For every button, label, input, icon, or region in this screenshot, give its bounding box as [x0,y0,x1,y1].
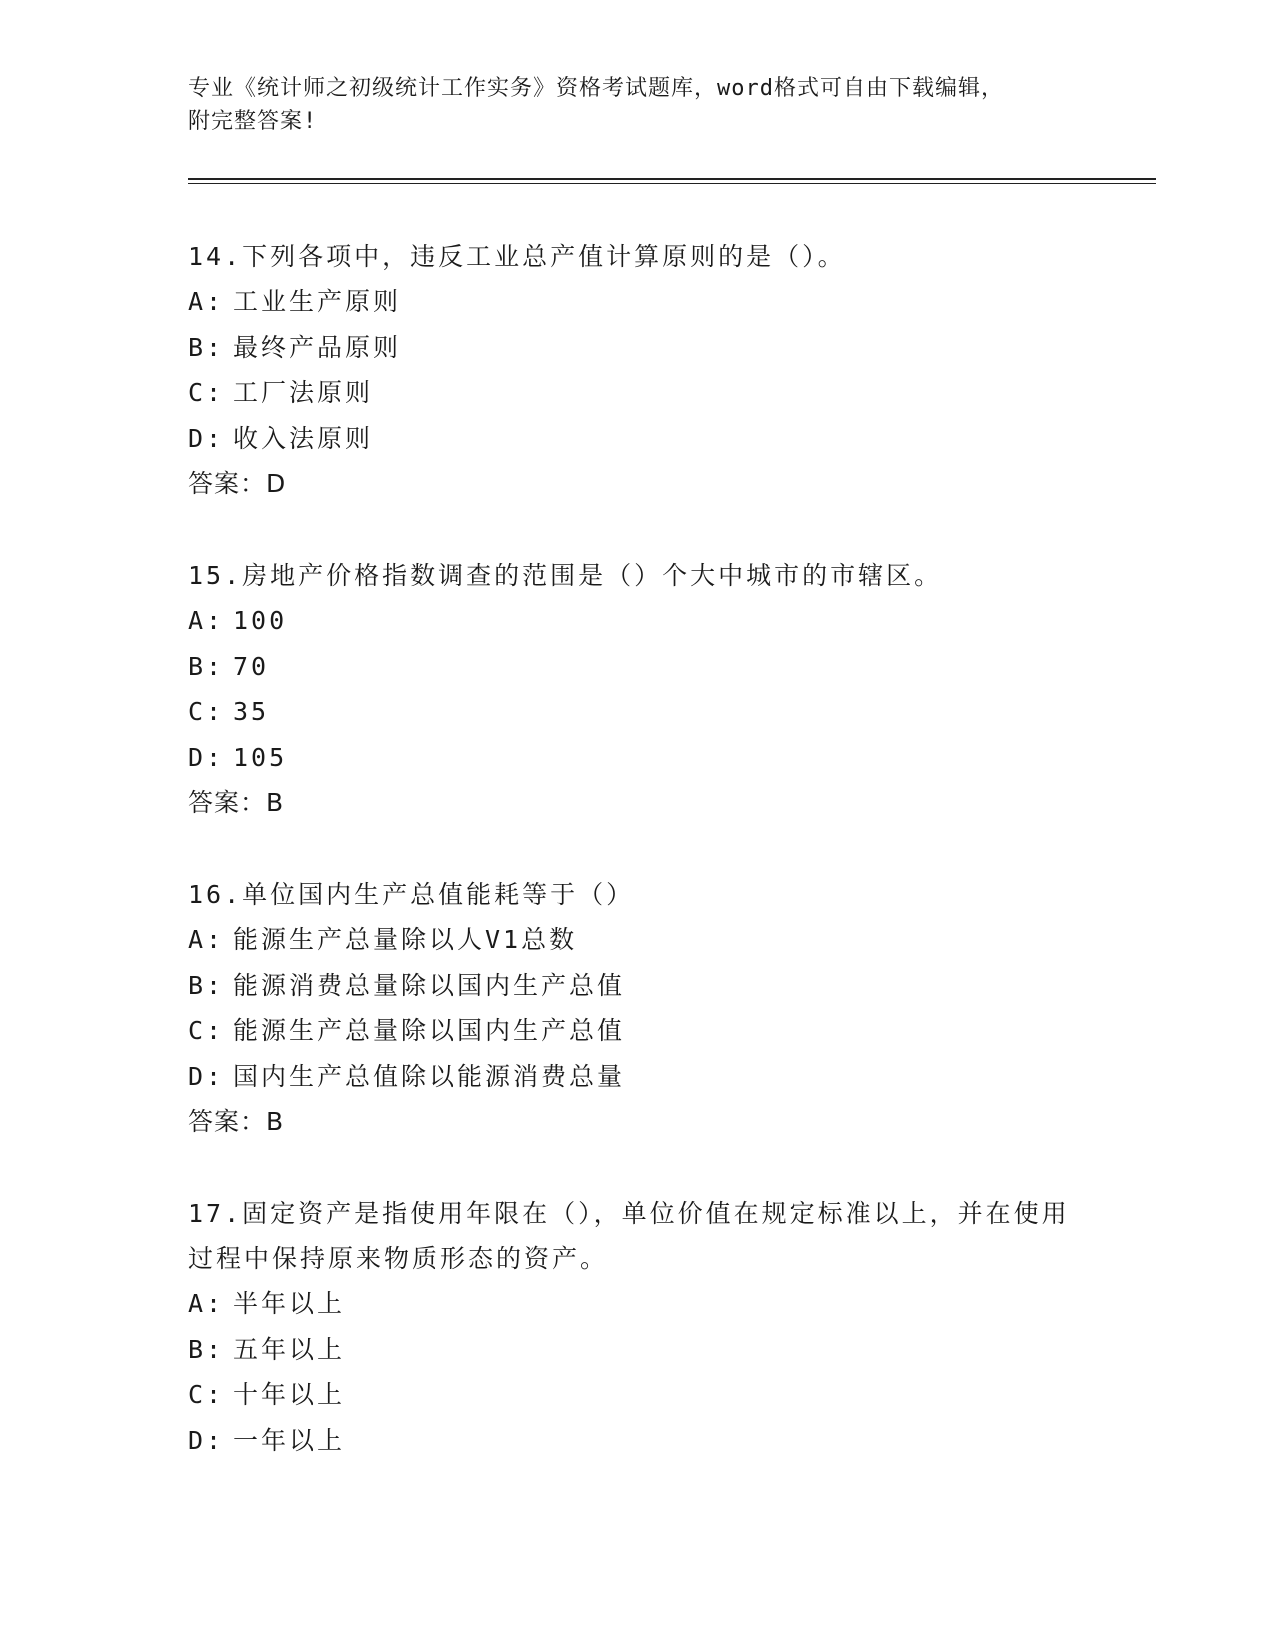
header-line-1: 专业《统计师之初级统计工作实务》资格考试题库，word格式可自由下载编辑， [188,76,1004,101]
option-letter: D: [188,742,225,772]
option-letter: D: [188,423,225,453]
option-b [188,644,1088,690]
option-b [188,1327,1088,1373]
answer-line: 答案：D [188,469,287,498]
option-letter: A: [188,1289,225,1318]
option-letter: B: [188,332,225,362]
option-text: 能源生产总量除以国内生产总值 [233,1016,626,1045]
question-16 [188,872,1088,1144]
option-text: 一年以上 [233,1425,346,1455]
question-stem: 14.下列各项中，违反工业总产值计算原则的是（）。 [188,242,846,271]
option-letter: C: [188,378,225,407]
option-text: 最终产品原则 [233,332,402,362]
option-text: 工厂法原则 [233,378,374,407]
answer-line: 答案：B [188,788,285,817]
option-d [188,1054,1088,1100]
option-d [188,416,1088,462]
option-letter: D: [188,1425,225,1455]
option-c [188,1372,1088,1418]
option-letter: A: [188,606,225,635]
option-letter: A: [188,287,225,316]
option-text: 十年以上 [233,1380,346,1409]
option-letter: A: [188,925,225,954]
option-text: 能源生产总量除以人V1总数 [233,925,578,954]
option-text: 能源消费总量除以国内生产总值 [233,970,626,1000]
option-letter: B: [188,651,225,681]
option-a [188,917,1088,963]
option-letter: C: [188,1380,225,1409]
question-17 [188,1191,1088,1463]
option-c [188,370,1088,416]
option-text: 35 [233,697,270,726]
option-b [188,325,1088,371]
question-stem: 17.固定资产是指使用年限在（），单位价值在规定标准以上，并在使用过程中保持原来物质形态的资产。 [188,1199,1070,1273]
option-letter: B: [188,970,225,1000]
option-text: 收入法原则 [233,423,374,453]
option-letter: C: [188,1016,225,1045]
option-a [188,1281,1088,1327]
option-text: 半年以上 [233,1289,346,1318]
option-letter: D: [188,1061,225,1091]
document-header [188,72,1068,138]
option-letter: B: [188,1334,225,1364]
option-a [188,598,1088,644]
question-stem: 15.房地产价格指数调查的范围是（）个大中城市的市辖区。 [188,561,943,590]
header-rule-thick [188,178,1156,180]
option-d [188,735,1088,781]
header-rule-thin [188,183,1156,184]
answer-line: 答案：B [188,1107,285,1136]
option-d [188,1418,1088,1464]
option-c [188,1008,1088,1054]
question-15 [188,553,1088,825]
header-line-2: 附完整答案! [188,109,318,134]
option-c [188,689,1088,735]
option-text: 70 [233,651,270,681]
option-text: 五年以上 [233,1334,346,1364]
question-14 [188,234,1088,506]
option-letter: C: [188,697,225,726]
option-text: 工业生产原则 [233,287,402,316]
option-a [188,279,1088,325]
question-stem: 16.单位国内生产总值能耗等于（） [188,880,635,909]
option-b [188,963,1088,1009]
option-text: 国内生产总值除以能源消费总量 [233,1061,626,1091]
option-text: 100 [233,606,288,635]
option-text: 105 [233,742,288,772]
